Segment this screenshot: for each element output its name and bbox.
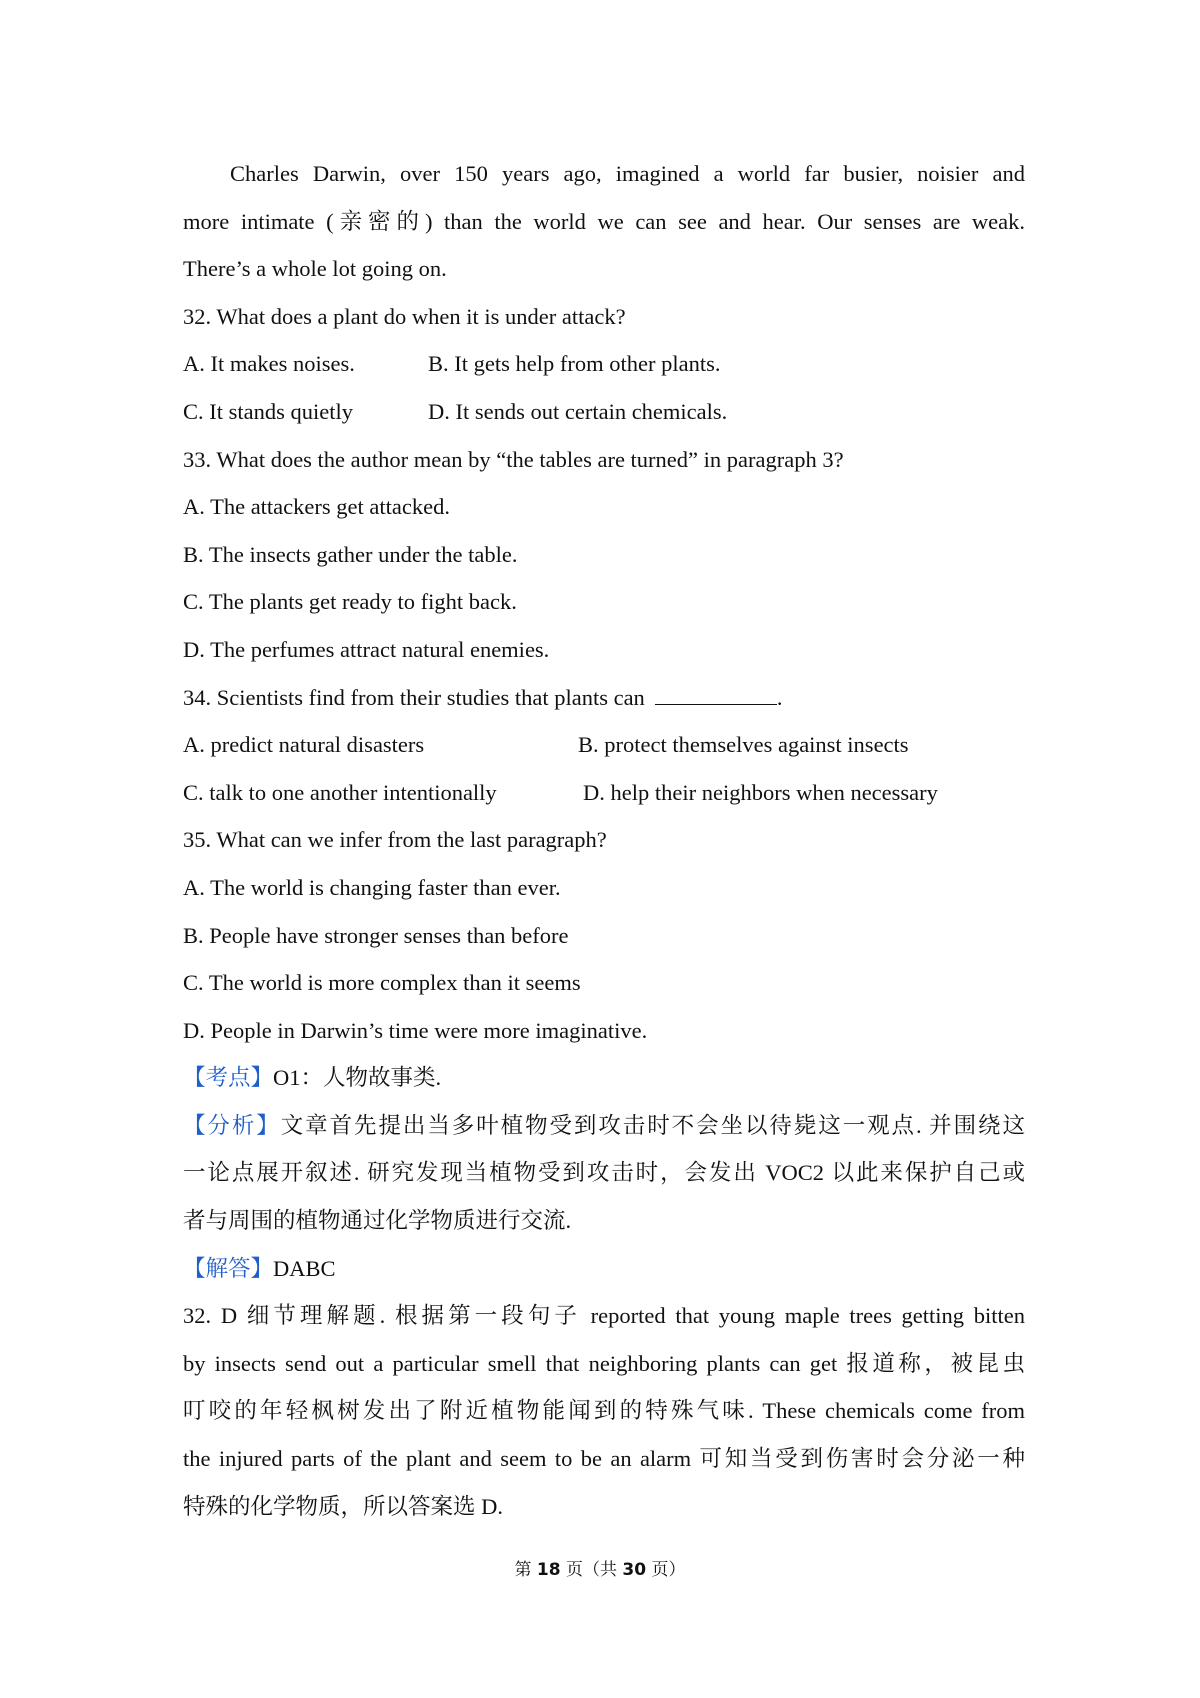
footer-middle: 页（共 <box>560 1560 623 1580</box>
jieda-text: DABC <box>273 1255 336 1281</box>
q33-stem: 33. What does the author mean by “the tables are turned” in paragraph 3? <box>183 446 844 472</box>
q35-option-a: A. The world is changing faster than ever. <box>183 874 561 900</box>
passage-line-2: more intimate (亲密的) than the world we can see and hear. Our senses are weak. <box>183 208 1025 234</box>
q32-options-row-2 <box>183 388 1025 436</box>
q34-option-a: A. predict natural disasters <box>183 732 425 758</box>
q34-options-row-2 <box>183 769 1025 817</box>
q34-option-d: D. help their neighbors when necessary <box>583 779 938 805</box>
q34-option-b: B. protect themselves against insects <box>578 732 909 758</box>
q34-option-c: C. talk to one another intentionally <box>183 779 497 805</box>
kaodian-section <box>183 1054 1025 1102</box>
q34-stem-line <box>183 674 1025 722</box>
explain32-line-2: by insects send out a particular smell that neighboring plants can get 报道称，被昆虫 <box>183 1350 1025 1376</box>
q34-answer-blank <box>655 678 777 705</box>
q35-stem: 35. What can we infer from the last paragraph? <box>183 827 607 853</box>
q32-options-row-1 <box>183 340 1025 388</box>
q34-options-row-1 <box>183 721 1025 769</box>
fenxi-line-2: 一论点展开叙述. 研究发现当植物受到攻击时，会发出 VOC2 以此来保护自己或 <box>183 1160 1025 1186</box>
explain32-line-1: 32. D 细节理解题. 根据第一段句子 reported that young maple trees getting bitten <box>183 1303 1025 1329</box>
q35-option-b: B. People have stronger senses than before <box>183 922 569 948</box>
page-content <box>183 150 1025 1530</box>
footer-total-pages: 30 <box>622 1560 647 1580</box>
footer-page-number: 18 <box>536 1560 561 1580</box>
footer-prefix: 第 <box>514 1560 537 1580</box>
q33-option-c: C. The plants get ready to fight back. <box>183 589 517 615</box>
q34-stem: 34. Scientists find from their studies that plants can <box>183 684 645 710</box>
fenxi-tag: 【分析】 <box>183 1112 281 1138</box>
fenxi-text-1: 文章首先提出当多叶植物受到攻击时不会坐以待毙这一观点. 并围绕这 <box>280 1112 1025 1138</box>
q32-option-d: D. It sends out certain chemicals. <box>428 398 728 424</box>
q33-option-b: B. The insects gather under the table. <box>183 541 518 567</box>
explain32-line-3: 叮咬的年轻枫树发出了附近植物能闻到的特殊气味. These chemicals come from <box>183 1398 1025 1424</box>
jieda-tag: 【解答】 <box>183 1255 274 1281</box>
q32-stem: 32. What does a plant do when it is under attack? <box>183 303 626 329</box>
q34-stem-end: . <box>776 684 783 710</box>
explain32-line-5: 特殊的化学物质，所以答案选 D. <box>183 1493 503 1519</box>
q33-option-a: A. The attackers get attacked. <box>183 494 450 520</box>
page-footer <box>0 1555 1200 1580</box>
passage-line-1: Charles Darwin, over 150 years ago, imagined a world far busier, noisier and <box>230 161 1025 186</box>
kaodian-tag: 【考点】 <box>183 1065 274 1091</box>
explain32-line-4: the injured parts of the plant and seem to be an alarm 可知当受到伤害时会分泌一种 <box>183 1446 1025 1472</box>
passage-line-3: There’s a whole lot going on. <box>183 256 447 282</box>
q33-option-d: D. The perfumes attract natural enemies. <box>183 636 550 662</box>
q32-option-c: C. It stands quietly <box>183 398 353 424</box>
q32-option-a: A. It makes noises. <box>183 351 355 377</box>
q32-option-b: B. It gets help from other plants. <box>428 351 721 377</box>
jieda-section <box>183 1245 1025 1293</box>
fenxi-line-1 <box>183 1102 1025 1150</box>
kaodian-text: O1：人物故事类. <box>273 1065 442 1091</box>
q35-option-d: D. People in Darwin’s time were more imaginative. <box>183 1017 648 1043</box>
footer-suffix: 页） <box>646 1560 686 1580</box>
q35-option-c: C. The world is more complex than it seems <box>183 970 581 996</box>
fenxi-line-3: 者与周围的植物通过化学物质进行交流. <box>183 1208 572 1234</box>
